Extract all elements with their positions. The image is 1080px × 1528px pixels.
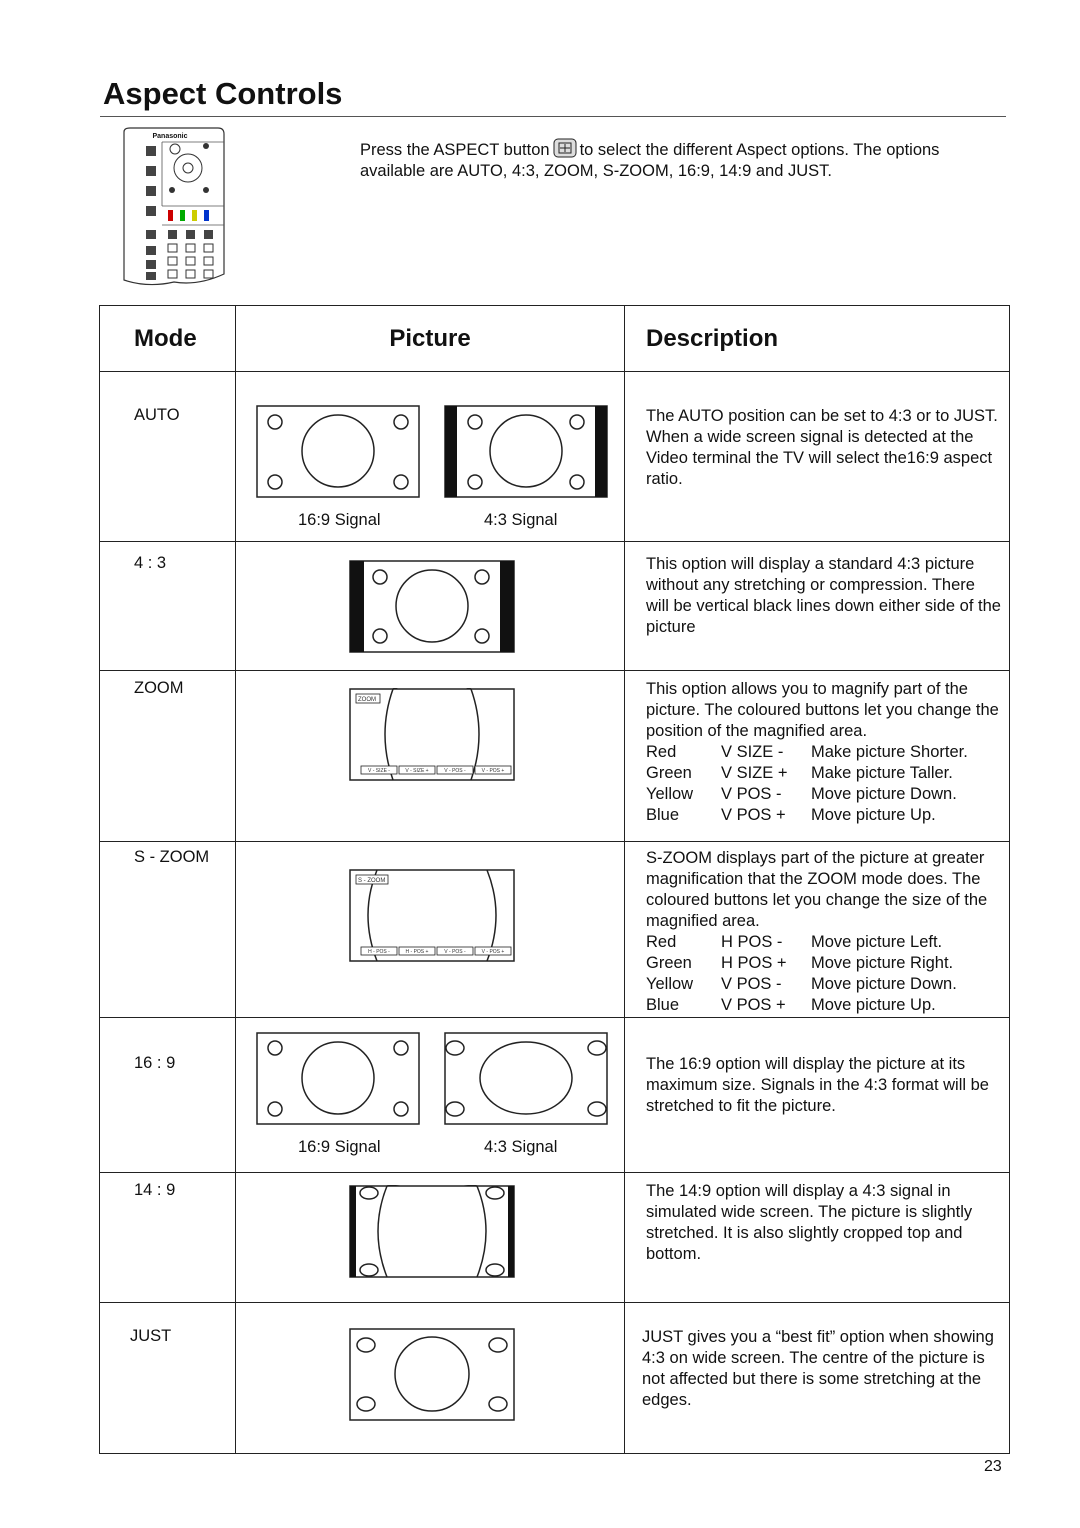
intro-before: Press the ASPECT button	[360, 141, 550, 159]
mode-just: JUST	[100, 1303, 236, 1454]
page-number: 23	[984, 1458, 1002, 1475]
description-4-3: This option will display a standard 4:3 picture without any stretching or compression. There will be vertical black lines down either side of the picture	[625, 542, 1010, 671]
table-header-row	[100, 306, 1010, 372]
mode-s-zoom: S - ZOOM	[100, 842, 236, 1018]
mode-zoom: ZOOM	[100, 671, 236, 842]
control-color: Blue	[646, 996, 680, 1014]
description-16-9: The 16:9 option will display the picture at its maximum size. Signals in the 4:3 format will be stretched to fit the picture.	[625, 1018, 1010, 1173]
remote-brand: Panasonic	[152, 133, 188, 140]
description-14-9: The 14:9 option will display a 4:3 signal in simulated wide screen. The picture is slightly stretched. It is also slightly cropped top and bottom.	[625, 1173, 1010, 1303]
description-zoom	[625, 671, 1010, 842]
control-name: V SIZE -	[721, 743, 784, 761]
intro-text	[360, 138, 1000, 182]
picture-14-9	[236, 1173, 625, 1303]
control-color: Red	[646, 933, 677, 951]
control-color: Red	[646, 743, 677, 761]
zoom-red-button-label: V - SIZE -	[368, 768, 390, 774]
s-zoom-red-button-label: H - POS -	[368, 949, 390, 955]
screen-just	[349, 1328, 515, 1421]
control-name: V POS -	[721, 975, 782, 993]
table-row	[100, 1018, 1010, 1173]
control-name: V POS +	[721, 996, 786, 1014]
zoom-control-row	[646, 805, 968, 826]
picture-4-3	[236, 542, 625, 671]
s-zoom-screen-label: S - ZOOM	[358, 878, 386, 884]
screen-s-zoom	[349, 869, 515, 962]
header-picture: Picture	[236, 306, 625, 372]
control-action: Move picture Right.	[811, 954, 954, 972]
table-row	[100, 1173, 1010, 1303]
table-row	[100, 671, 1010, 842]
zoom-green-button-label: V - SIZE +	[405, 768, 429, 774]
intro-after: to select the different Aspect options. The options available are AUTO, 4:3, ZOOM, S-ZOOM, 16:9, 14:9 and JUST.	[360, 141, 940, 180]
control-action: Move picture Left.	[811, 933, 943, 951]
table-row	[100, 542, 1010, 671]
s-zoom-yellow-button-label: V - POS -	[444, 949, 466, 955]
page-title: Aspect Controls	[103, 76, 343, 111]
screen-zoom	[349, 688, 515, 781]
s-zoom-control-row	[646, 953, 957, 974]
zoom-description-text: This option allows you to magnify part of the picture. The coloured buttons let you change the position of the magnified area.	[646, 680, 999, 740]
table-row	[100, 842, 1010, 1018]
control-color: Blue	[646, 806, 680, 824]
aspect-button-icon	[553, 138, 577, 158]
header-mode: Mode	[100, 306, 236, 372]
control-action: Move picture Up.	[811, 806, 936, 824]
control-action: Move picture Down.	[811, 975, 957, 993]
description-s-zoom	[625, 842, 1010, 1018]
table-row	[100, 1303, 1010, 1454]
zoom-control-row	[646, 784, 968, 805]
control-name: H POS -	[721, 933, 783, 951]
screen-16-9-43-signal	[444, 1032, 608, 1125]
control-action: Move picture Up.	[811, 996, 936, 1014]
control-action: Make picture Taller.	[811, 764, 953, 782]
picture-zoom	[236, 671, 625, 842]
screen-16-9-169-signal	[256, 1032, 420, 1125]
screen-169-signal	[256, 405, 420, 498]
s-zoom-blue-button-label: V - POS +	[481, 949, 505, 955]
remote-control-illustration	[118, 126, 230, 294]
control-name: V POS +	[721, 806, 786, 824]
picture-s-zoom	[236, 842, 625, 1018]
s-zoom-green-button-label: H - POS +	[405, 949, 429, 955]
aspect-modes-table	[99, 305, 1010, 1454]
picture-just	[236, 1303, 625, 1454]
description-just: JUST gives you a “best fit” option when showing 4:3 on wide screen. The centre of the picture is not affected but there is some stretching at the edges.	[625, 1303, 1010, 1454]
zoom-control-row	[646, 742, 968, 763]
s-zoom-control-row	[646, 974, 957, 995]
control-color: Yellow	[646, 785, 694, 803]
s-zoom-control-row	[646, 995, 957, 1016]
control-name: V POS -	[721, 785, 782, 803]
zoom-controls	[646, 742, 968, 826]
caption-169-signal: 16:9 Signal	[298, 511, 381, 529]
control-color: Green	[646, 764, 692, 782]
header-description: Description	[625, 306, 1010, 372]
s-zoom-description-text: S-ZOOM displays part of the picture at greater magnification that the ZOOM mode does. The coloured buttons let you change the size of the magnified area.	[646, 849, 988, 930]
zoom-screen-label: ZOOM	[358, 697, 376, 703]
caption-43-signal: 4:3 Signal	[484, 1138, 558, 1156]
zoom-yellow-button-label: V - POS -	[444, 768, 466, 774]
control-color: Green	[646, 954, 692, 972]
table-row	[100, 372, 1010, 542]
control-action: Make picture Shorter.	[811, 743, 968, 761]
s-zoom-control-row	[646, 932, 957, 953]
control-color: Yellow	[646, 975, 694, 993]
control-name: V SIZE +	[721, 764, 788, 782]
description-auto: The AUTO position can be set to 4:3 or to JUST. When a wide screen signal is detected at the Video terminal the TV will select the16:9 aspect ratio.	[625, 372, 1010, 542]
control-action: Move picture Down.	[811, 785, 957, 803]
control-name: H POS +	[721, 954, 787, 972]
screen-14-9	[349, 1185, 515, 1278]
caption-169-signal: 16:9 Signal	[298, 1138, 381, 1156]
screen-43-signal	[444, 405, 608, 498]
caption-43-signal: 4:3 Signal	[484, 511, 558, 529]
zoom-control-row	[646, 763, 968, 784]
zoom-blue-button-label: V - POS +	[481, 768, 505, 774]
s-zoom-controls	[646, 932, 957, 1016]
mode-auto: AUTO	[100, 372, 236, 542]
mode-16-9: 16 : 9	[100, 1018, 236, 1173]
picture-auto	[236, 372, 625, 542]
picture-16-9	[236, 1018, 625, 1173]
mode-14-9: 14 : 9	[100, 1173, 236, 1303]
mode-4-3: 4 : 3	[100, 542, 236, 671]
title-rule	[100, 116, 1006, 117]
screen-4-3	[349, 560, 515, 653]
